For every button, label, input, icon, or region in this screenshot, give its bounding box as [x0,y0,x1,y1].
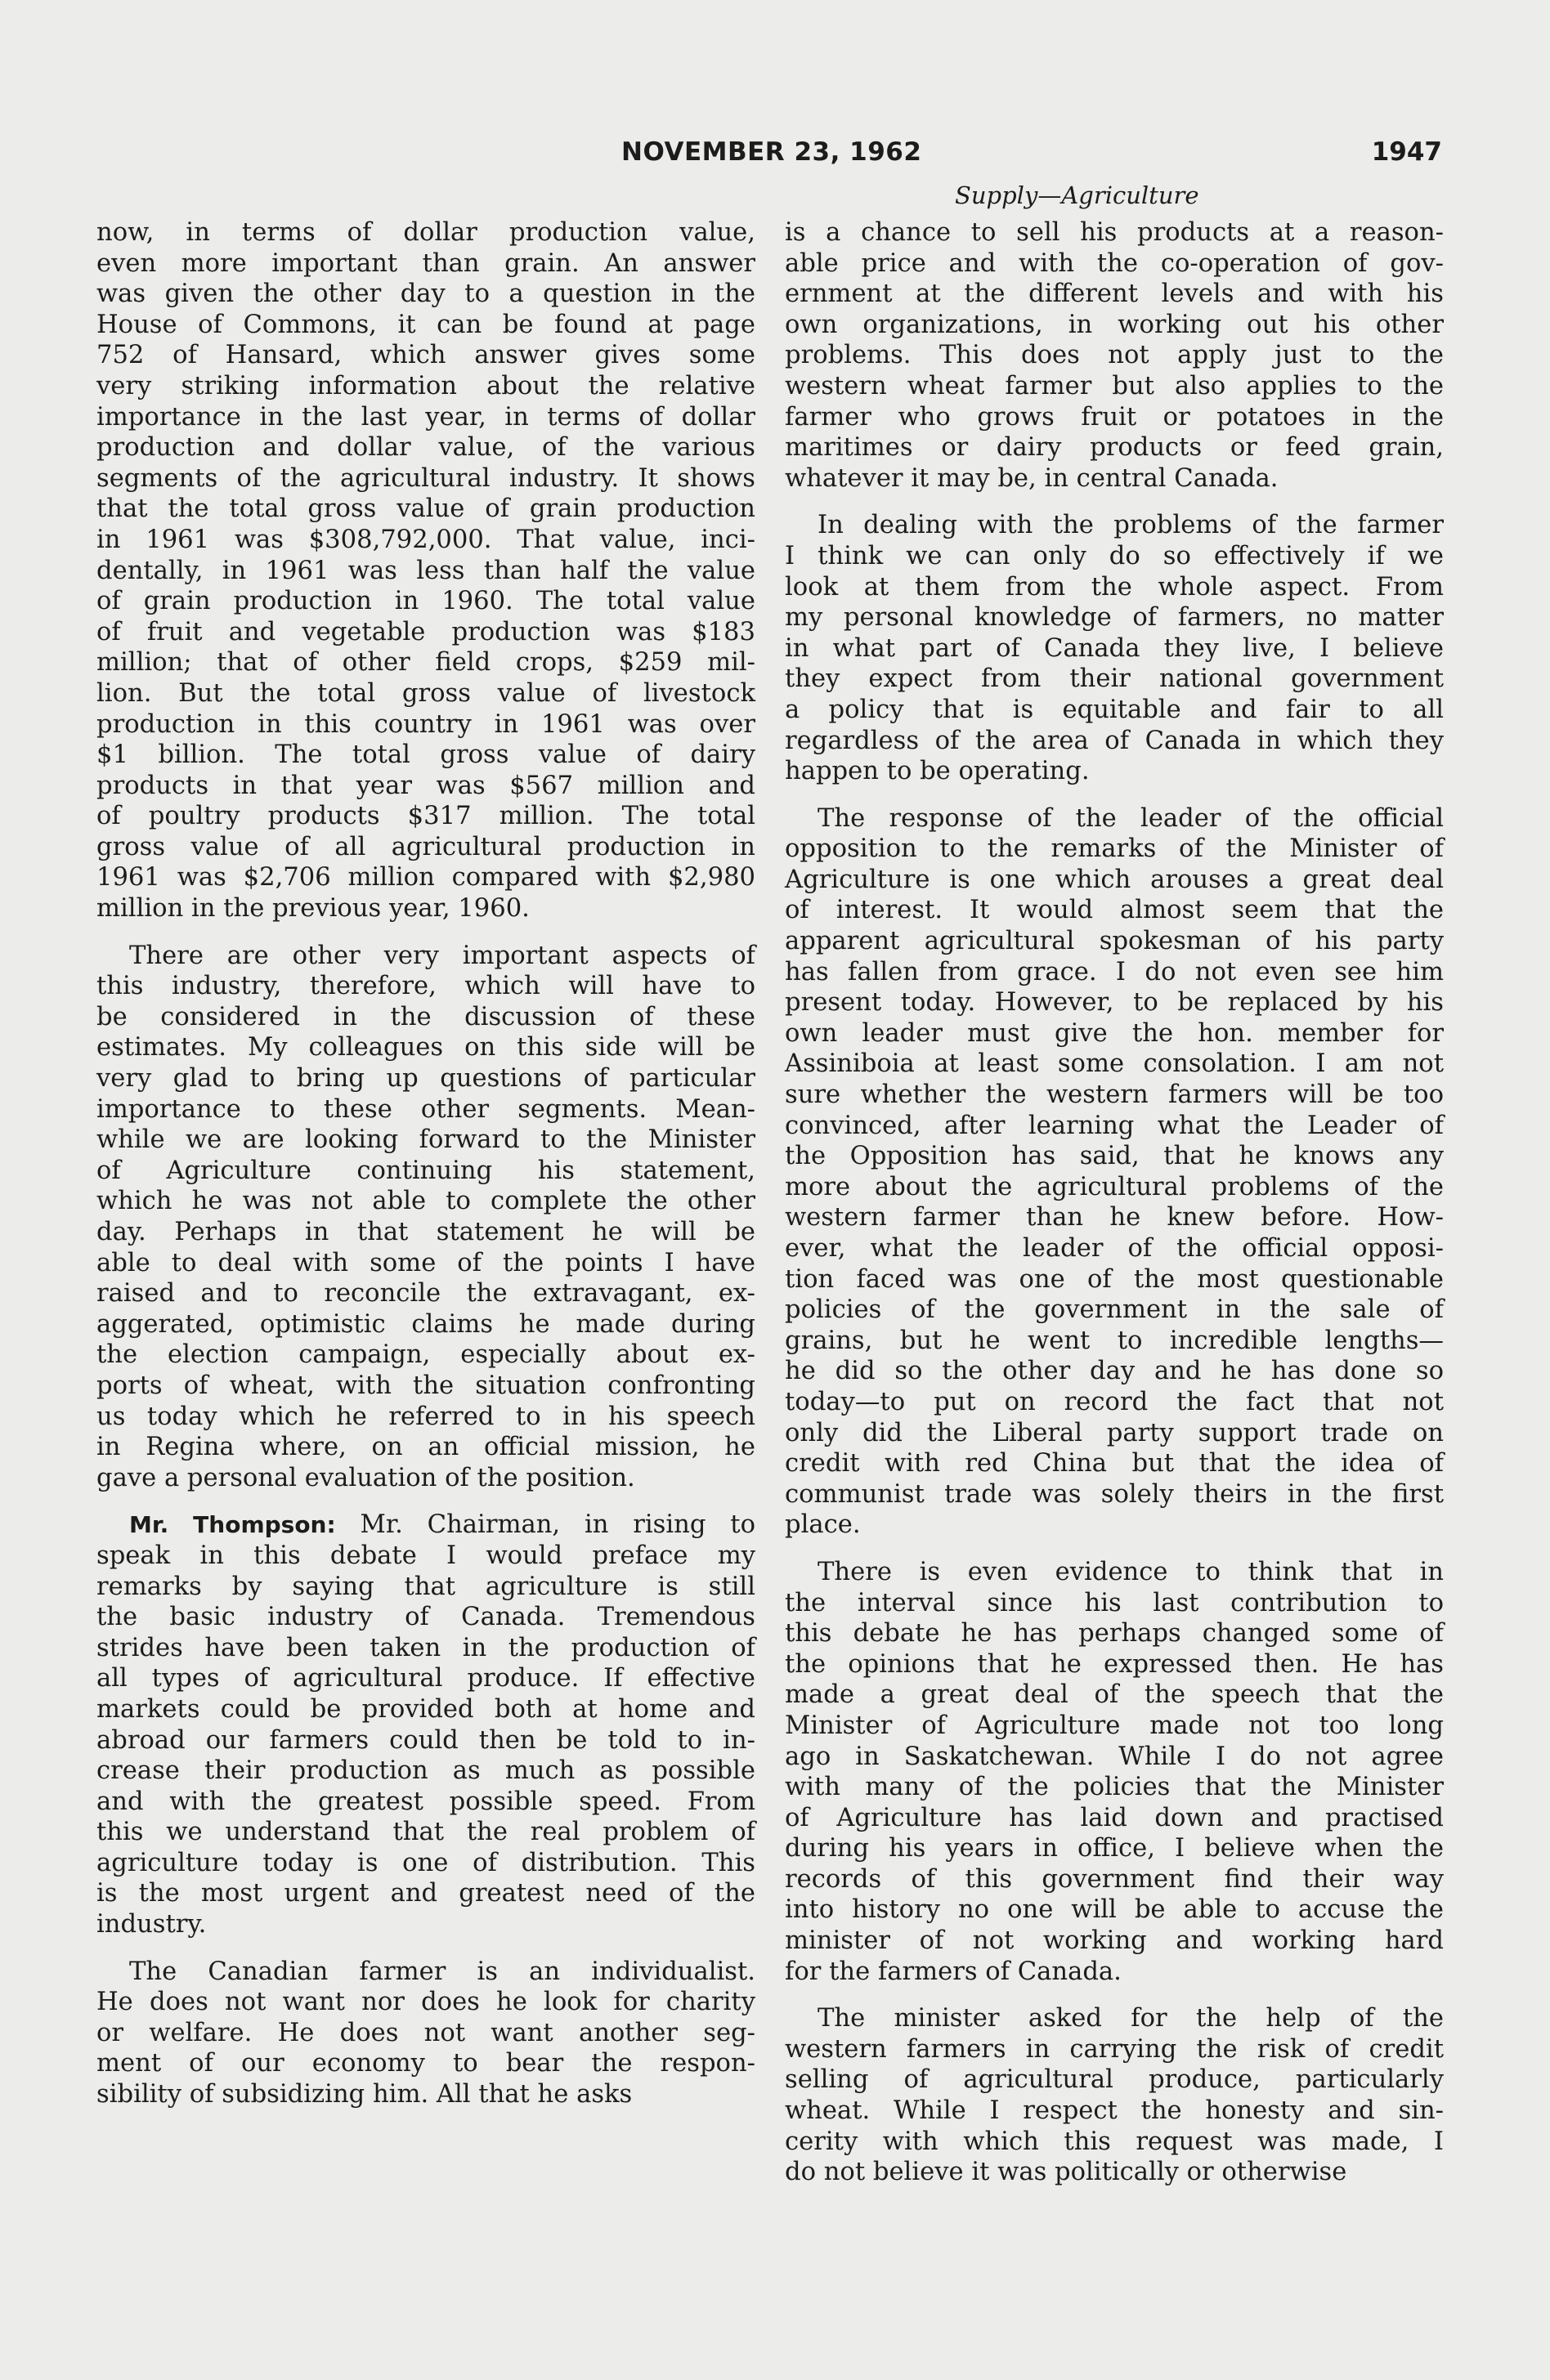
text-line: this debate he has perhaps changed some of [785,1619,1444,1649]
text-line: western wheat farmer but also applies to the [785,371,1444,400]
text-line: western farmer than he knew before. How- [785,1203,1444,1232]
text-line: ago in Saskatchewan. While I do not agree [785,1742,1444,1771]
text-line: made a great deal of the speech that the [785,1680,1444,1710]
text-line: happen to be operating. [785,757,1090,786]
text-line: this industry, therefore, which will have to [96,972,755,1001]
running-head: Supply—Agriculture [955,181,1199,209]
text-line: into history no one will be able to accuse the [785,1895,1444,1925]
text-line: production in this country in 1961 was over [96,709,755,739]
text-line: abroad our farmers could then be told to in- [96,1725,755,1755]
text-line: even more important than grain. An answer [96,248,755,278]
text-line: is a chance to sell his products at a reason- [785,218,1444,247]
text-line: only did the Liberal party support trade on [785,1418,1444,1447]
text-line: own leader must give the hon. member for [785,1018,1444,1048]
speaker-name: Mr. Thompson: [129,1511,336,1539]
paragraph [785,803,1444,1541]
page-date: NOVEMBER 23, 1962 [621,137,922,167]
text-line: of Agriculture continuing his statement, [96,1156,755,1185]
text-line: he did so the other day and he has done so [785,1357,1444,1386]
text-line: I think we can only do so effectively if we [785,541,1444,570]
paragraph [785,510,1444,786]
text-line: more about the agricultural problems of the [785,1172,1444,1201]
text-line: policies of the government in the sale of [785,1295,1444,1325]
paragraph [785,1557,1444,1987]
text-line: able price and with the co-operation of gov- [785,248,1444,278]
text-line: sibility of subsidizing him. All that he asks [96,2080,633,2109]
text-line: that the total gross value of grain production [96,494,755,524]
text-line: products in that year was $567 million and [96,771,755,800]
paragraph [96,1510,755,1939]
speaker-text: Mr. Chairman, in rising to [335,1510,755,1540]
text-line: western farmers in carrying the risk of credit [785,2034,1444,2064]
text-line: strides have been taken in the production of [96,1633,755,1662]
text-line: credit with red China but that the idea of [785,1449,1444,1479]
text-line: day. Perhaps in that statement he will be [96,1218,755,1246]
text-line: dentally, in 1961 was less than half the value [96,556,755,585]
text-line [96,1510,755,1541]
text-line: a policy that is equitable and fair to all [785,695,1444,724]
text-line: they expect from their national government [785,664,1444,694]
text-line: Assiniboia at least some consolation. I am not [785,1049,1444,1079]
text-line: the basic industry of Canada. Tremendous [96,1603,755,1632]
text-line: gave a personal evaluation of the position. [96,1463,635,1492]
left-column [96,217,755,2110]
paragraph [96,1957,755,2110]
text-line: able to deal with some of the points I have [96,1248,755,1277]
text-line: look at them from the whole aspect. From [785,572,1444,602]
text-line: communist trade was solely theirs in the first [785,1479,1444,1509]
text-line: The Canadian farmer is an individualist. [129,1957,755,1986]
text-line: minister of not working and working hard [785,1926,1444,1956]
text-line: aggerated, optimistic claims he made during [96,1309,755,1339]
text-line: whatever it may be, in central Canada. [785,463,1279,493]
text-line: 752 of Hansard, which answer gives some [96,341,755,370]
text-line: the Opposition has said, that he knows any [785,1142,1444,1171]
text-line: ernment at the different levels and with his [785,280,1444,309]
text-line: House of Commons, it can be found at page [96,310,755,339]
paragraph [785,2003,1444,2188]
text-line: in what part of Canada they live, I believe [785,633,1444,663]
text-line: apparent agricultural spokesman of his party [785,927,1444,956]
text-line: gross value of all agricultural production in [96,832,755,861]
text-line: records of this government find their way [785,1864,1444,1894]
text-line: now, in terms of dollar production value, [96,218,755,247]
text-line: sure whether the western farmers will be too [785,1080,1444,1110]
text-line: own organizations, in working out his other [785,310,1444,339]
text-line: is the most urgent and greatest need of the [96,1879,755,1908]
text-line: importance in the last year, in terms of dollar [96,402,755,432]
text-line: of interest. It would almost seem that the [785,896,1444,925]
text-line: ever, what the leader of the official opposi- [785,1234,1444,1263]
text-line: importance to these other segments. Mean- [96,1094,755,1124]
text-line: $1 billion. The total gross value of dairy [96,740,755,770]
text-line: problems. This does not apply just to the [785,341,1444,370]
text-line: Agriculture is one which arouses a great deal [785,865,1444,894]
paragraph [785,217,1444,494]
text-line: regardless of the area of Canada in which they [785,726,1444,755]
text-line: of fruit and vegetable production was $183 [96,617,755,646]
text-line: the interval since his last contribution to [785,1588,1444,1617]
text-line: ment of our economy to bear the respon- [96,2049,755,2078]
text-line: million; that of other field crops, $259 mil- [96,648,755,678]
text-line: grains, but he went to incredible lengths— [785,1326,1444,1355]
text-line: of Agriculture has laid down and practised [785,1803,1444,1832]
text-line: agriculture today is one of distribution. This [96,1848,755,1877]
text-line: cerity with which this request was made, I [785,2127,1444,2156]
text-line: He does not want nor does he look for charity [96,1988,755,2017]
page-number: 1947 [1371,137,1442,167]
text-line: very glad to bring up questions of particular [96,1064,755,1094]
text-line: convinced, after learning what the Leader of [785,1111,1444,1140]
text-line: this we understand that the real problem of [96,1818,755,1847]
text-line: all types of agricultural produce. If effective [96,1664,755,1693]
text-line: crease their production as much as possible [96,1756,755,1786]
text-line: which he was not able to complete the other [96,1187,755,1216]
paragraph [96,217,755,924]
text-line: maritimes or dairy products or feed grain, [785,433,1444,463]
text-line: lion. But the total gross value of livestock [96,678,755,708]
text-line: Minister of Agriculture made not too long [785,1711,1444,1740]
text-line: of poultry products $317 million. The total [96,802,755,831]
text-line: There is even evidence to think that in [818,1557,1444,1586]
text-line: my personal knowledge of farmers, no matter [785,603,1444,633]
text-line: present today. However, to be replaced by his [785,988,1444,1018]
right-column [785,217,1444,2188]
text-line: tion faced was one of the most questionable [785,1264,1444,1294]
text-line: us today which he referred to in his speech [96,1402,755,1431]
text-line: 1961 was $2,706 million compared with $2,980 [96,863,755,892]
text-line: markets could be provided both at home and [96,1694,755,1724]
text-line: raised and to reconcile the extravagant, ex- [96,1279,755,1309]
text-line: The minister asked for the help of the [818,2004,1444,2033]
text-line: in 1961 was $308,792,000. That value, inci- [96,525,755,554]
text-line: industry. [96,1910,207,1939]
text-line: estimates. My colleagues on this side will be [96,1033,755,1062]
text-line: or welfare. He does not want another seg- [96,2018,755,2047]
text-line: and with the greatest possible speed. From [96,1787,755,1816]
text-line: for the farmers of Canada. [785,1957,1122,1986]
text-line: The response of the leader of the official [818,803,1444,833]
text-line: very striking information about the relative [96,371,755,400]
text-line: selling of agricultural produce, particularly [785,2065,1444,2095]
text-line: has fallen from grace. I do not even see him [785,957,1444,986]
text-line: of grain production in 1960. The total value [96,587,755,616]
text-line: farmer who grows fruit or potatoes in the [785,402,1444,432]
text-line: be considered in the discussion of these [96,1002,755,1031]
text-line: In dealing with the problems of the farmer [818,511,1444,540]
text-line: do not believe it was politically or otherwise [785,2158,1347,2187]
text-line: remarks by saying that agriculture is still [96,1572,755,1601]
text-line: today—to put on record the fact that not [785,1387,1444,1416]
text-line: while we are looking forward to the Minister [96,1125,755,1155]
text-line: opposition to the remarks of the Minister of [785,834,1444,864]
text-line: in Regina where, on an official mission, he [96,1433,755,1462]
paragraph [96,941,755,1494]
text-line: with many of the policies that the Minister [785,1773,1444,1802]
text-line: the election campaign, especially about ex- [96,1340,755,1370]
text-line: the opinions that he expressed then. He has [785,1649,1444,1679]
text-line: speak in this debate I would preface my [96,1541,755,1570]
text-line: production and dollar value, of the various [96,433,755,463]
text-line: was given the other day to a question in the [96,280,755,309]
text-line: There are other very important aspects of [129,941,755,970]
text-line: wheat. While I respect the honesty and sin- [785,2096,1444,2126]
text-line: during his years in office, I believe when the [785,1834,1444,1863]
text-line: segments of the agricultural industry. It shows [96,463,755,493]
text-line: million in the previous year, 1960. [96,894,530,924]
text-line: ports of wheat, with the situation confronting [96,1371,755,1400]
text-line: place. [785,1510,861,1540]
